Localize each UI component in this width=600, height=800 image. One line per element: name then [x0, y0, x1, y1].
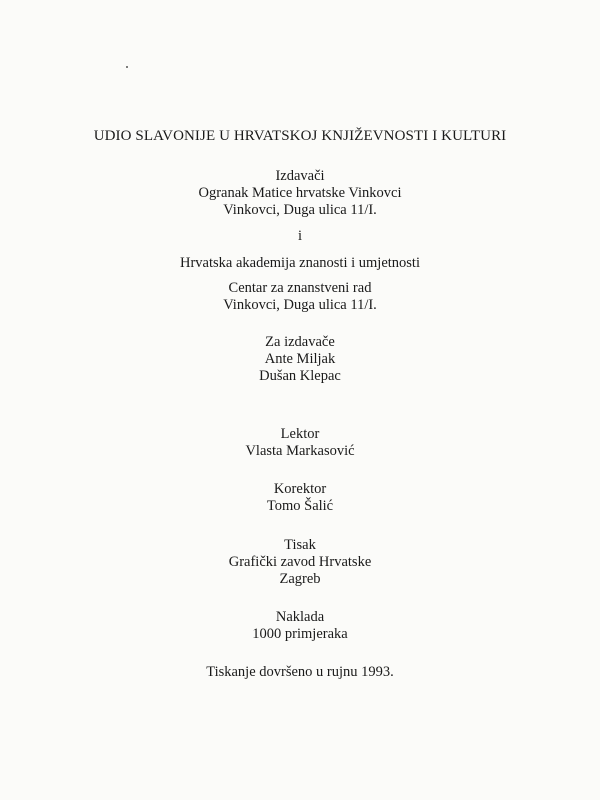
for-publishers-person: Dušan Klepac — [259, 368, 341, 384]
editor-name: Vlasta Markasović — [245, 443, 355, 459]
printing-completed-note: Tiskanje dovršeno u rujnu 1993. — [206, 664, 394, 680]
run-label: Naklada — [275, 609, 325, 625]
publishers-conjunction: i — [297, 228, 303, 244]
printing-city: Zagreb — [279, 571, 321, 587]
book-title: UDIO SLAVONIJE U HRVATSKOJ KNJIŽEVNOSTI I KULTURI — [93, 128, 507, 144]
printing-label: Tisak — [284, 537, 316, 553]
publisher-1-name: Ogranak Matice hrvatske Vinkovci — [198, 185, 402, 201]
proofreader-label: Korektor — [273, 481, 327, 497]
publisher-2-address: Vinkovci, Duga ulica 11/I. — [223, 297, 377, 313]
publisher-1-address: Vinkovci, Duga ulica 11/I. — [223, 202, 377, 218]
run-copies: 1000 primjeraka — [252, 626, 348, 642]
for-publishers-person: Ante Miljak — [264, 351, 336, 367]
publisher-2-unit: Centar za znanstveni rad — [228, 280, 372, 296]
printing-company: Grafički zavod Hrvatske — [228, 554, 372, 570]
proofreader-name: Tomo Šalić — [266, 498, 334, 514]
publisher-2-name: Hrvatska akademija znanosti i umjetnosti — [180, 255, 420, 271]
paper-speck — [126, 66, 128, 68]
for-publishers-label: Za izdavače — [265, 334, 335, 350]
publishers-label: Izdavači — [275, 168, 325, 184]
editor-label: Lektor — [280, 426, 320, 442]
